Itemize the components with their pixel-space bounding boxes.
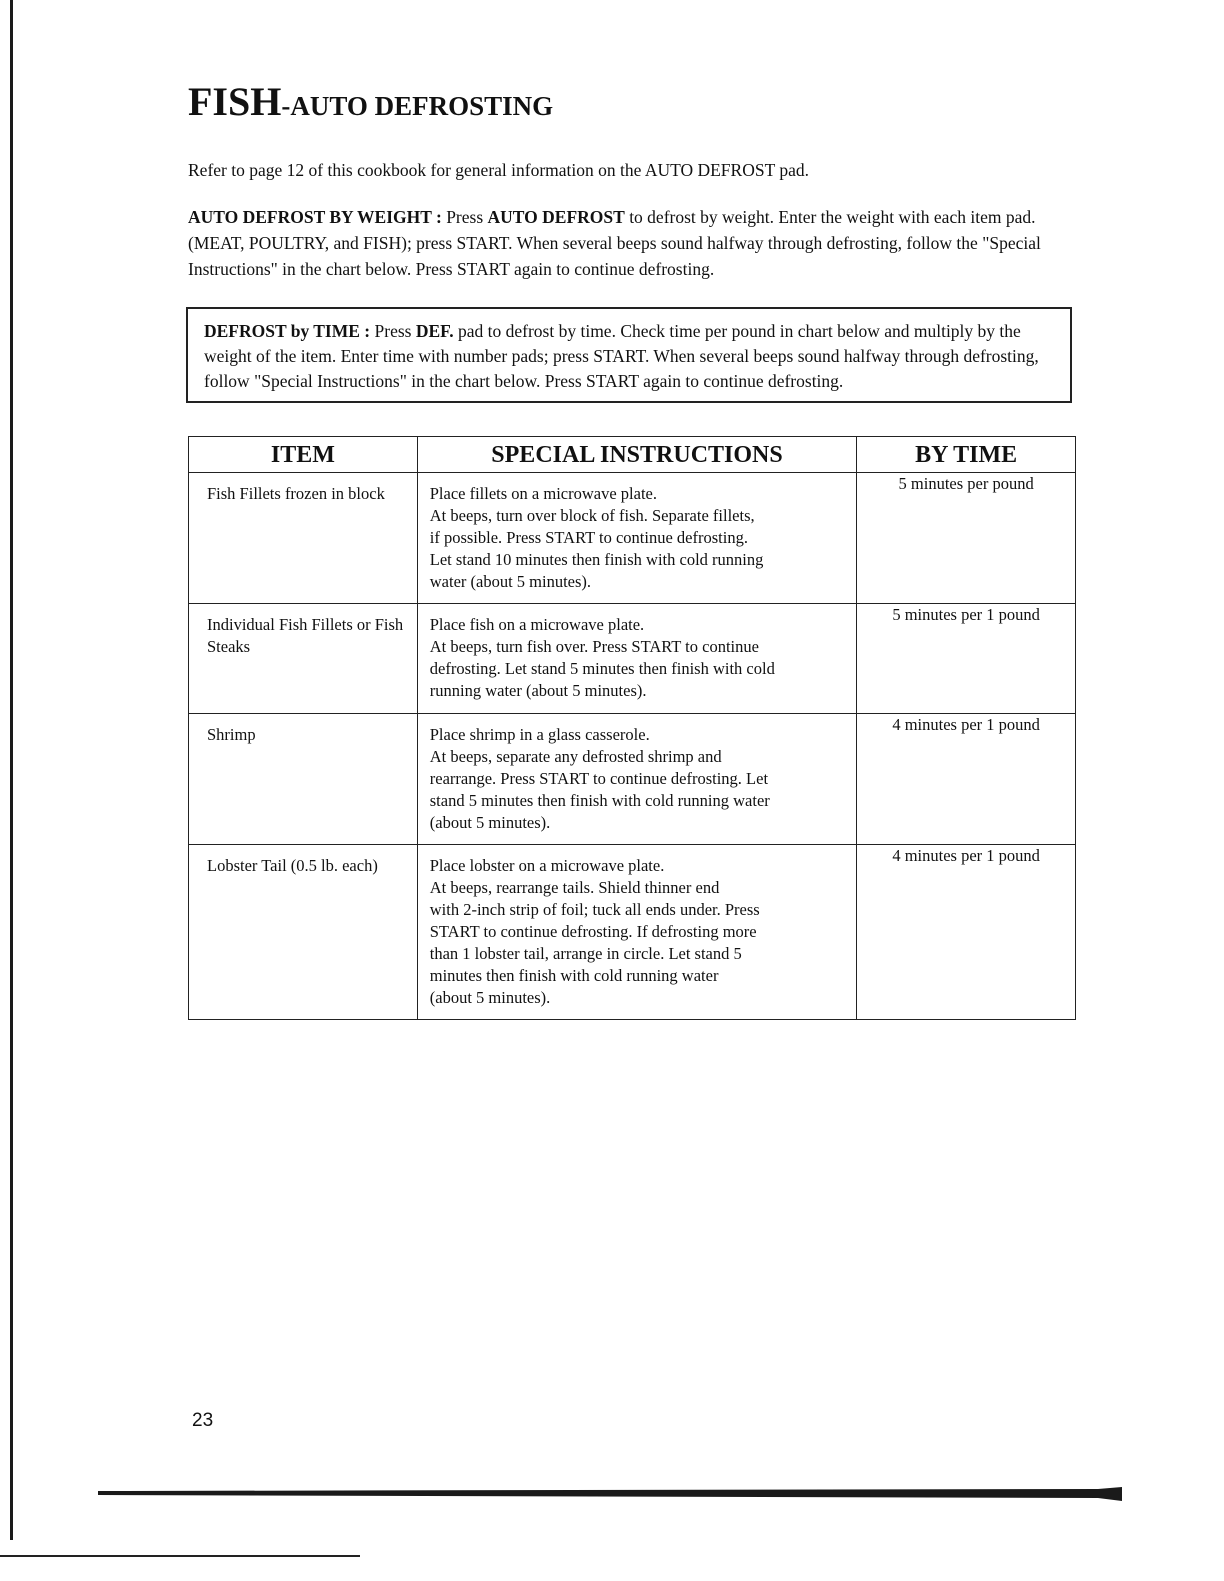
instruction-line: minutes then finish with cold running water <box>429 966 719 985</box>
defrost-by-time-label: DEFROST by TIME : <box>204 321 371 341</box>
fish-defrost-chart <box>188 436 1076 1020</box>
page-number: 23 <box>192 1410 214 1431</box>
header-item: ITEM <box>189 437 418 473</box>
cell-time: 4 minutes per 1 pound <box>857 714 1076 845</box>
instruction-line: Place lobster on a microwave plate. <box>429 856 665 875</box>
auto-defrost-by-weight-label: AUTO DEFROST BY WEIGHT : <box>188 207 442 227</box>
instruction-line: running water (about 5 minutes). <box>429 681 647 700</box>
defrost-by-time-text-2: pad to defrost by time. Check time per pound in chart below and multiply by the weight of the item. Enter time with number pads; press START. When several beeps sound halfway through defrosting, follow "Special Instructions" in the chart below. Press START again to continue defrosting. <box>204 321 1039 391</box>
instruction-line: water (about 5 minutes). <box>429 572 592 591</box>
instruction-line: START to continue defrosting. If defrosting more <box>429 922 757 941</box>
instruction-line: stand 5 minutes then finish with cold running water <box>429 791 770 810</box>
instruction-line: defrosting. Let stand 5 minutes then finish with cold <box>429 659 775 678</box>
instruction-line: Place shrimp in a glass casserole. <box>429 725 650 744</box>
cell-instructions <box>417 714 857 845</box>
instruction-line: Let stand 10 minutes then finish with cold running <box>429 550 764 569</box>
header-by-time: BY TIME <box>857 437 1076 473</box>
footer-decorative-bar <box>98 1487 1122 1501</box>
defrost-by-time-text-1: Press <box>370 321 416 341</box>
defrost-by-time-box <box>186 307 1072 403</box>
bottom-rule <box>0 1555 360 1557</box>
cell-item: Individual Fish Fillets or Fish Steaks <box>189 604 418 714</box>
instruction-line: than 1 lobster tail, arrange in circle. Let stand 5 <box>429 944 742 963</box>
chart-header-row <box>189 437 1076 473</box>
table-row <box>189 845 1076 1020</box>
table-row <box>189 604 1076 714</box>
cell-time: 4 minutes per 1 pound <box>857 845 1076 1020</box>
instruction-line: (about 5 minutes). <box>429 813 551 832</box>
page-binding-line <box>10 0 13 1540</box>
instruction-line: Place fillets on a microwave plate. <box>429 484 657 503</box>
header-special-instructions: SPECIAL INSTRUCTIONS <box>417 437 857 473</box>
instruction-line: (about 5 minutes). <box>429 988 551 1007</box>
instruction-line: At beeps, separate any defrosted shrimp and <box>429 747 722 766</box>
instruction-line: At beeps, rearrange tails. Shield thinner end <box>429 878 720 897</box>
cell-item: Lobster Tail (0.5 lb. each) <box>189 845 418 1020</box>
table-row <box>189 714 1076 845</box>
instruction-line: At beeps, turn over block of fish. Separate fillets, <box>429 506 755 525</box>
auto-defrost-by-weight-paragraph <box>188 204 1078 282</box>
instruction-line: with 2-inch strip of foil; tuck all ends under. Press <box>429 900 760 919</box>
auto-defrost-pad-name: AUTO DEFROST <box>487 207 625 227</box>
cell-instructions <box>417 845 857 1020</box>
instruction-line: rearrange. Press START to continue defrosting. Let <box>429 769 769 788</box>
cell-instructions <box>417 604 857 714</box>
cell-item: Fish Fillets frozen in block <box>189 473 418 604</box>
cell-time: 5 minutes per 1 pound <box>857 604 1076 714</box>
def-pad-name: DEF. <box>415 321 454 341</box>
cell-time: 5 minutes per pound <box>857 473 1076 604</box>
auto-defrost-by-weight-text-2: to defrost by weight. Enter the weight with each item pad. (MEAT, POULTRY, and FISH); press START. When several beeps sound halfway through defrosting, follow the "Special Instructions" in the chart below. Press START again to continue defrosting. <box>188 207 1041 279</box>
instruction-line: Place fish on a microwave plate. <box>429 615 645 634</box>
title-auto-defrosting: -AUTO DEFROSTING <box>281 91 554 121</box>
instruction-line: At beeps, turn fish over. Press START to continue <box>429 637 759 656</box>
cell-instructions <box>417 473 857 604</box>
page-title <box>188 79 554 124</box>
auto-defrost-by-weight-text-1: Press <box>441 207 488 227</box>
cell-item: Shrimp <box>189 714 418 845</box>
intro-paragraph: Refer to page 12 of this cookbook for general information on the AUTO DEFROST pad. <box>188 160 809 180</box>
table-row <box>189 473 1076 604</box>
instruction-line: if possible. Press START to continue defrosting. <box>429 528 748 547</box>
title-fish: FISH <box>188 79 282 124</box>
